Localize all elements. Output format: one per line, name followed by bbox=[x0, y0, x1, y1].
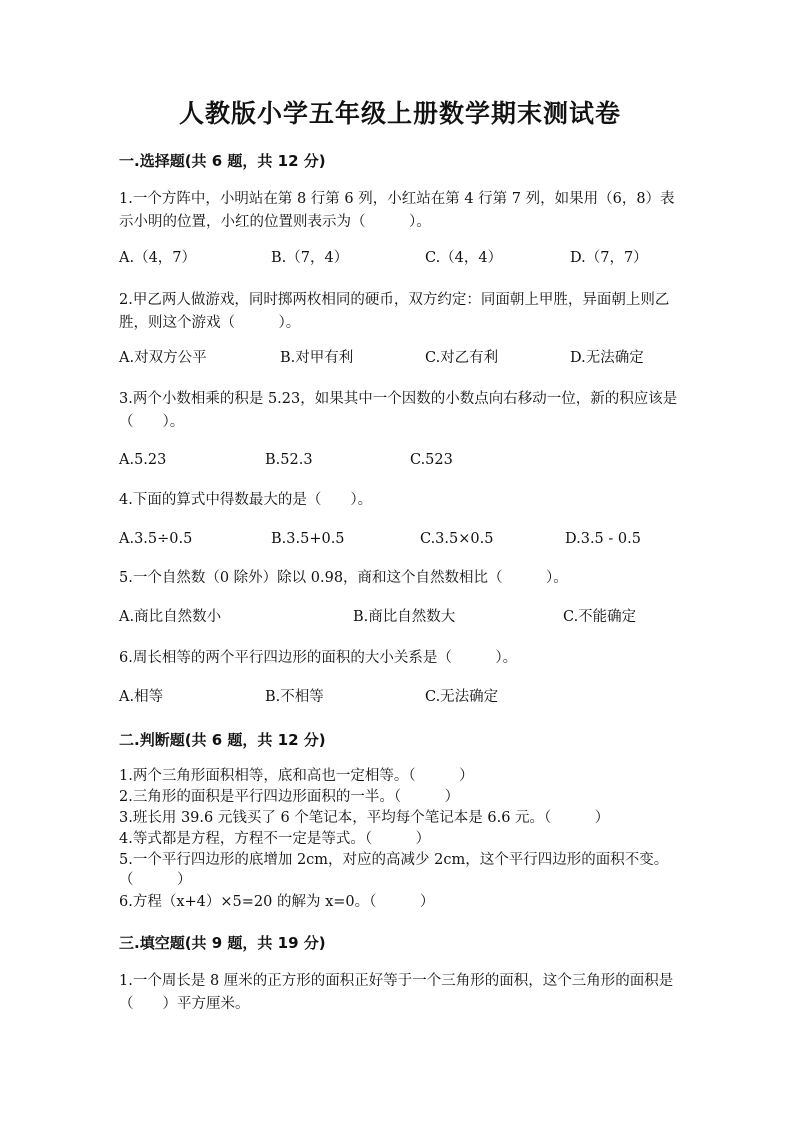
option-a: A.（4，7） bbox=[119, 250, 197, 266]
option-a: A.5.23 bbox=[119, 452, 167, 468]
choice-question-1: 1.一个方阵中，小明站在第 8 行第 6 列，小红站在第 4 行第 7 列，如果用（6，8）表示小明的位置，小红的位置则表示为（ ）。 bbox=[119, 191, 675, 230]
option-c: C.523 bbox=[410, 452, 453, 468]
choice-question-5: 5.一个自然数（0 除外）除以 0.98，商和这个自然数相比（ ）。 bbox=[119, 570, 568, 586]
option-a: A.3.5÷0.5 bbox=[119, 531, 193, 547]
option-a: A.对双方公平 bbox=[119, 350, 207, 366]
option-b: B.对甲有利 bbox=[280, 350, 354, 366]
judgment-item-6: 6.方程（x+4）×5=20 的解为 x=0。（ ） bbox=[119, 894, 435, 910]
option-b: B.不相等 bbox=[265, 689, 324, 705]
fill-question-1: 1.一个周长是 8 厘米的正方形的面积正好等于一个三角形的面积，这个三角形的面积是（ ）平方厘米。 bbox=[119, 973, 674, 1012]
option-d: D.无法确定 bbox=[570, 350, 644, 366]
option-a: A.相等 bbox=[119, 689, 164, 705]
option-b: B.（7，4） bbox=[271, 250, 349, 266]
section-heading-fill: 三.填空题(共 9 题，共 19 分) bbox=[119, 934, 326, 952]
choice-question-4: 4.下面的算式中得数最大的是（ ）。 bbox=[119, 492, 373, 508]
choice-question-6: 6.周长相等的两个平行四边形的面积的大小关系是（ ）。 bbox=[119, 650, 518, 666]
choice-question-3: 3.两个小数相乘的积是 5.23，如果其中一个因数的小数点向右移动一位，新的积应该是（ ）。 bbox=[119, 391, 678, 430]
exam-title: 人教版小学五年级上册数学期末测试卷 bbox=[178, 99, 621, 128]
option-c: C.3.5×0.5 bbox=[420, 531, 494, 547]
judgment-item-3: 3.班长用 39.6 元钱买了 6 个笔记本，平均每个笔记本是 6.6 元。（ ） bbox=[119, 810, 610, 826]
option-d: D.（7，7） bbox=[570, 250, 648, 266]
section-heading-choice: 一.选择题(共 6 题，共 12 分) bbox=[119, 152, 326, 170]
option-b: B.3.5+0.5 bbox=[271, 531, 345, 547]
judgment-item-5: 5.一个平行四边形的底增加 2cm，对应的高减少 2cm，这个平行四边形的面积不变。（ ） bbox=[119, 852, 669, 888]
section-heading-judgment: 二.判断题(共 6 题，共 12 分) bbox=[119, 731, 326, 749]
option-b: B.52.3 bbox=[265, 452, 313, 468]
option-c: C.不能确定 bbox=[563, 609, 637, 625]
option-c: C.（4，4） bbox=[425, 250, 503, 266]
option-a: A.商比自然数小 bbox=[119, 609, 222, 625]
option-c: C.无法确定 bbox=[425, 689, 499, 705]
option-b: B.商比自然数大 bbox=[353, 609, 456, 625]
choice-question-2: 2.甲乙两人做游戏，同时掷两枚相同的硬币，双方约定：同面朝上甲胜，异面朝上则乙胜，则这个游戏（ ）。 bbox=[119, 292, 670, 331]
judgment-item-2: 2.三角形的面积是平行四边形面积的一半。（ ） bbox=[119, 789, 460, 805]
judgment-item-1: 1.两个三角形面积相等，底和高也一定相等。（ ） bbox=[119, 768, 474, 784]
option-c: C.对乙有利 bbox=[425, 350, 499, 366]
judgment-item-4: 4.等式都是方程，方程不一定是等式。（ ） bbox=[119, 831, 431, 847]
option-d: D.3.5 - 0.5 bbox=[565, 531, 641, 547]
